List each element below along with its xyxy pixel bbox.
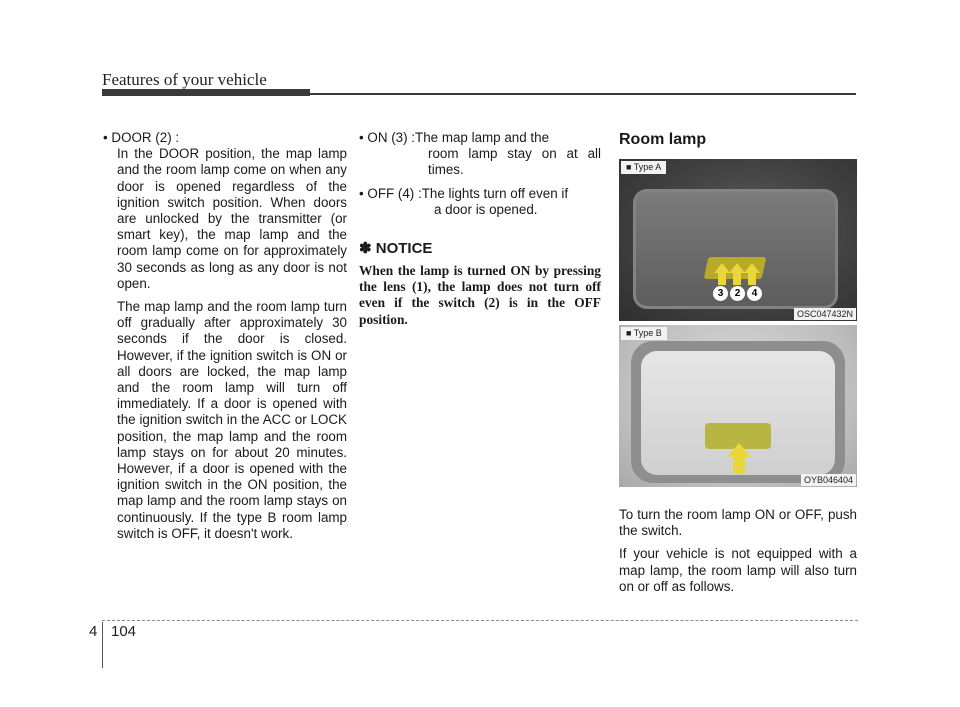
arrow-up-icon bbox=[729, 263, 745, 273]
arrow-stem bbox=[733, 457, 745, 473]
type-a-label: ■ Type A bbox=[621, 161, 666, 174]
photo-b-code: OYB046404 bbox=[801, 474, 856, 486]
on-desc-1: The map lamp and the bbox=[415, 130, 550, 145]
right-column bbox=[619, 130, 857, 595]
room-lamp-photo-type-a bbox=[619, 159, 857, 321]
arrow-stem bbox=[718, 273, 726, 285]
door-paragraph-1: In the DOOR position, the map lamp and the room lamp come on when any door is opened regardless of the ignition switch position. When doors are unlocked by the transmitter (or smart key), the map lamp and the room lamp come on for approximately 30 seconds as long as any door is not open. bbox=[117, 146, 347, 291]
footer-rule bbox=[102, 620, 858, 621]
on-lead: • ON (3) : bbox=[359, 130, 416, 145]
callout-number: 2 bbox=[730, 286, 745, 301]
door-bullet: • DOOR (2) : bbox=[103, 130, 180, 145]
room-lamp-paragraph-2: If your vehicle is not equipped with a map lamp, the room lamp will also turn on or off as follows. bbox=[619, 546, 857, 594]
on-definition bbox=[359, 130, 601, 146]
off-desc-2: a door is opened. bbox=[434, 201, 538, 217]
room-lamp-paragraph-1: To turn the room lamp ON or OFF, push the switch. bbox=[619, 507, 857, 539]
header-bar bbox=[102, 89, 310, 96]
callout-number: 3 bbox=[713, 286, 728, 301]
off-lead: • OFF (4) : bbox=[359, 185, 422, 201]
arrow-up-icon bbox=[714, 263, 730, 273]
off-definition bbox=[359, 186, 601, 202]
arrow-stem bbox=[748, 273, 756, 285]
room-lamp-photo-type-b bbox=[619, 325, 857, 487]
page-number: 104 bbox=[111, 623, 137, 640]
section-title: Room lamp bbox=[619, 131, 707, 148]
header-rule bbox=[310, 93, 856, 95]
page-header-title: Features of your vehicle bbox=[102, 70, 267, 89]
arrow-up-icon bbox=[727, 443, 751, 457]
off-desc-1: The lights turn off even if bbox=[421, 185, 569, 201]
photo-a-code: OSC047432N bbox=[794, 308, 856, 320]
footer-divider bbox=[102, 622, 103, 668]
type-b-label: ■ Type B bbox=[621, 327, 667, 340]
on-desc-2: room lamp stay on at all times. bbox=[428, 146, 601, 178]
arrow-up-icon bbox=[744, 263, 760, 273]
door-paragraph-2: The map lamp and the room lamp turn off gradually after approximately 30 seconds if the door is closed. However, if the ignition switch is ON or all doors are locked, the map lamp and the room lamp will turn off immediately. If a door is opened with the ignition switch in the ACC or LOCK position, the map lamp and the room lamp stays on for about 20 minutes. However, if a door is opened with the ignition switch in the ON position, the map lamp and the room lamp stays on continuously. If the type B room lamp switch is OFF, it doesn't work. bbox=[117, 299, 347, 541]
notice-body: When the lamp is turned ON by pressing the lens (1), the lamp does not turn off even if the switch (2) is in the OFF position. bbox=[359, 263, 601, 327]
arrow-stem bbox=[733, 273, 741, 285]
notice-title: ✽ NOTICE bbox=[359, 240, 433, 258]
middle-column bbox=[359, 130, 601, 328]
left-column bbox=[103, 130, 347, 542]
chapter-number: 4 bbox=[89, 623, 98, 640]
callout-number: 4 bbox=[747, 286, 762, 301]
